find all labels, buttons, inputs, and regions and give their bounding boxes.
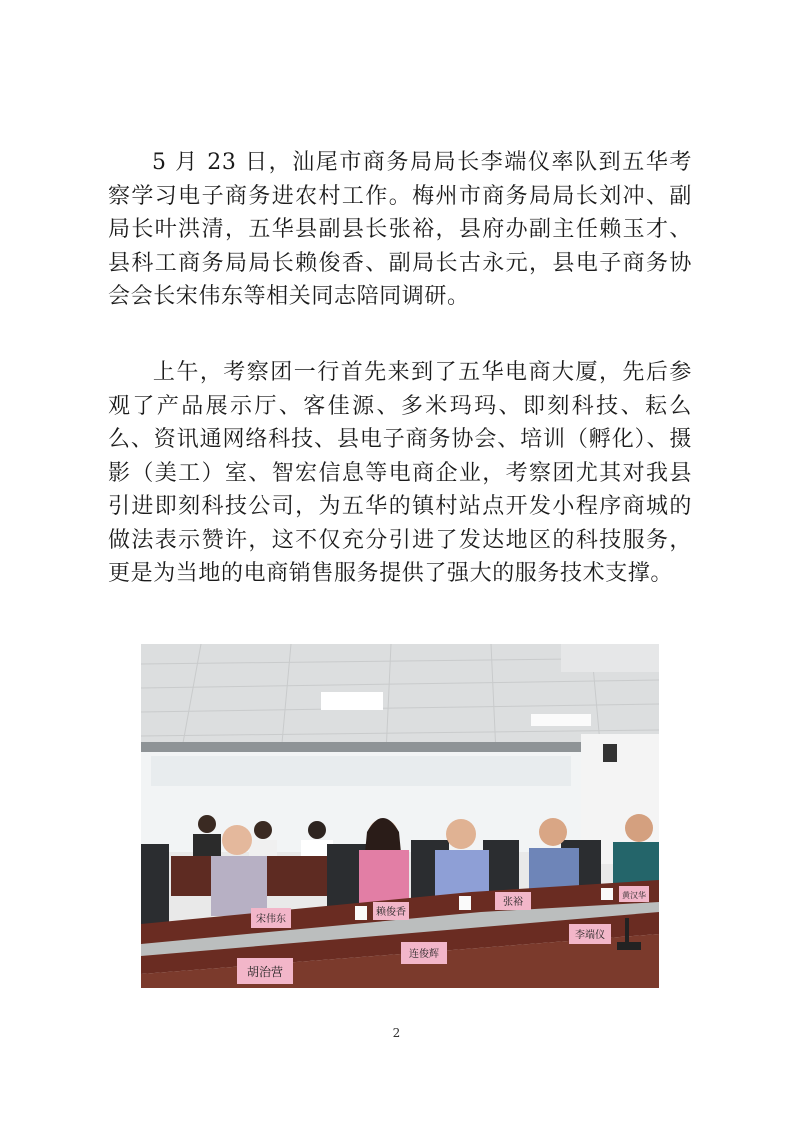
paragraph-1 — [108, 146, 692, 314]
paragraph-2 — [108, 356, 692, 591]
name-card-6: 黄汉华 — [622, 891, 646, 900]
paragraph-1-text: 5 月 23 日，汕尾市商务局局长李端仪率队到五华考察学习电子商务进农村工作。梅州市商务局局长刘冲、副局长叶洪清，五华县副县长张裕，县府办副主任赖玉才、县科工商务局局长赖俊香、副局长古永元，县电子商务协会会长宋伟东等相关同志陪同调研。 — [108, 150, 692, 309]
name-card-1: 赖俊香 — [376, 907, 406, 918]
paragraph-2-text: 上午，考察团一行首先来到了五华电商大厦，先后参观了产品展示厅、客佳源、多米玛玛、即刻科技、耘么么、资讯通网络科技、县电子商务协会、培训（孵化）、摄影（美工）室、智宏信息等电商企业，考察团尤其对我县引进即刻科技公司，为五华的镇村站点开发小程序商城的做法表示赞许，这不仅充分引进了发达地区的科技服务，更是为当地的电商销售服务提供了强大的服务技术支撑。 — [108, 360, 692, 586]
name-card-2: 张裕 — [503, 897, 523, 908]
name-card-5: 胡治营 — [246, 965, 284, 979]
name-card-3: 李端仪 — [575, 930, 605, 941]
name-card-4: 连俊辉 — [409, 949, 439, 960]
meeting-photo — [141, 644, 659, 988]
name-card-0: 宋伟东 — [256, 914, 286, 925]
meeting-photo-illustration — [141, 644, 659, 988]
page-number: 2 — [392, 1026, 401, 1040]
